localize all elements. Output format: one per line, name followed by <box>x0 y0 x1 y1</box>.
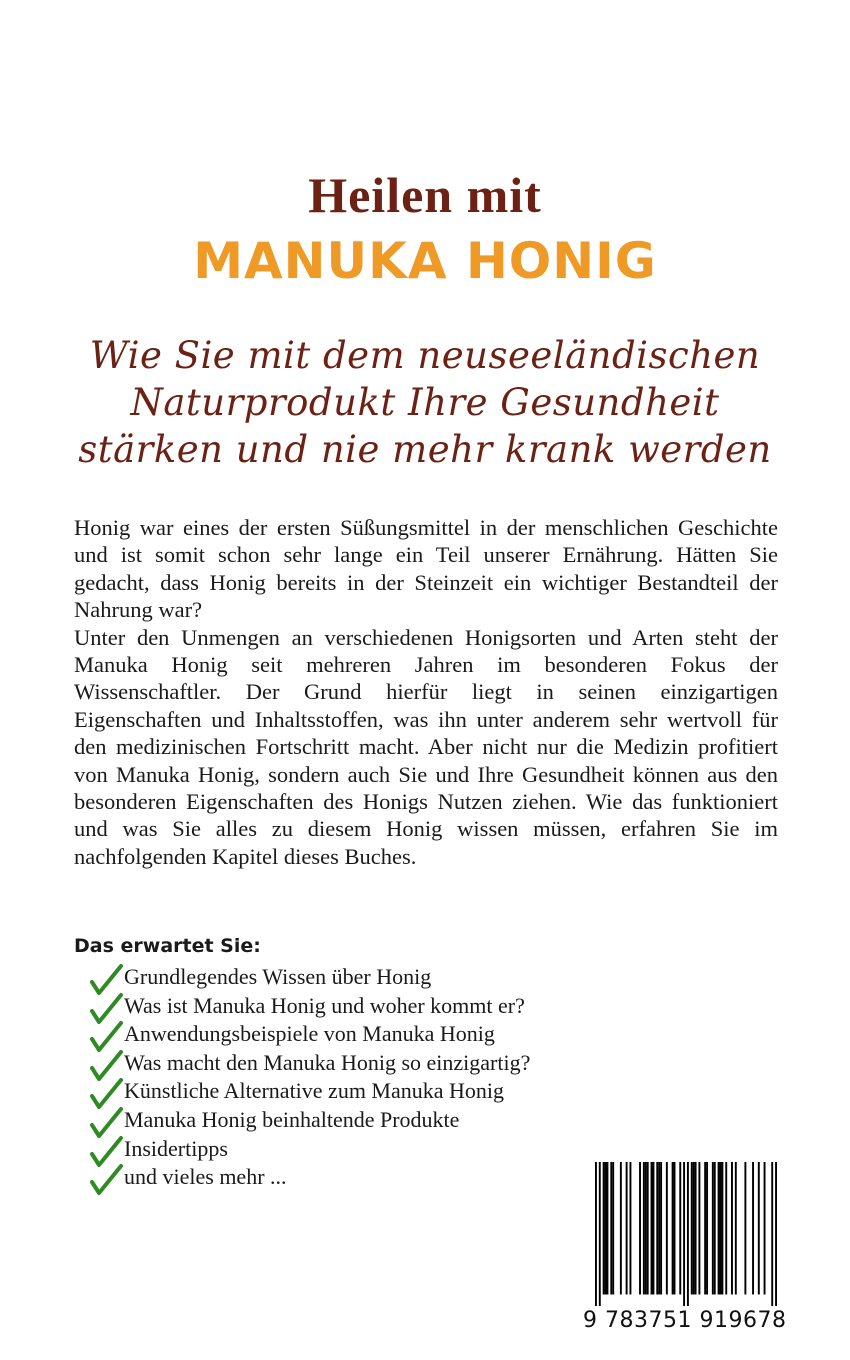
blurb-text <box>74 514 778 870</box>
barcode-bar <box>698 1162 700 1294</box>
barcode-bar <box>712 1162 714 1294</box>
checkmark-icon <box>88 1162 124 1198</box>
barcode-bar <box>683 1162 685 1306</box>
barcode-bar <box>718 1162 720 1294</box>
barcode-bar <box>758 1162 760 1294</box>
barcode-bar <box>771 1162 773 1306</box>
title-line-2: MANUKA HONIG <box>193 232 657 290</box>
barcode-bar <box>691 1162 693 1294</box>
barcode-bar <box>674 1162 676 1294</box>
barcode-bar <box>735 1162 737 1294</box>
list-item-label: Anwendungsbeispiele von Manuka Honig <box>124 1021 495 1047</box>
barcode-bar <box>721 1162 723 1294</box>
list-item-label: Grundlegendes Wissen über Honig <box>124 964 432 989</box>
list-item <box>88 1134 530 1163</box>
barcode-bar <box>704 1162 706 1294</box>
barcode-bar <box>720 1162 722 1294</box>
list-item <box>88 962 530 991</box>
barcode-bar <box>695 1162 697 1294</box>
title-line-1: Heilen mit <box>308 167 542 223</box>
barcode-bar <box>660 1162 662 1294</box>
list-item-label: Manuka Honig beinhaltende Produkte <box>124 1106 460 1132</box>
barcode-bar <box>620 1162 622 1294</box>
barcode-bar <box>725 1162 727 1294</box>
list-item-label: und vieles mehr ... <box>124 1164 287 1190</box>
barcode-bar <box>706 1162 708 1294</box>
barcode-bar <box>687 1162 689 1306</box>
barcode-bar <box>672 1162 674 1294</box>
list-item <box>88 991 530 1020</box>
barcode-bar <box>610 1162 612 1294</box>
expect-heading: Das erwartet Sie: <box>74 935 261 957</box>
subtitle-line: Wie Sie mit dem neuseeländischen <box>89 334 761 377</box>
barcode-bar <box>595 1162 597 1306</box>
list-item <box>88 1105 530 1134</box>
barcode-bars <box>595 1162 777 1306</box>
list-item-label: Was macht den Manuka Honig so einzigartig? <box>124 1049 531 1075</box>
barcode-bar <box>764 1162 766 1294</box>
barcode-bar <box>775 1162 777 1306</box>
isbn-digits: 9 783751 919678 <box>583 1308 787 1333</box>
barcode-bar <box>656 1162 658 1294</box>
barcode-bar <box>744 1162 746 1294</box>
subtitle-line: stärken und nie mehr krank werden <box>78 428 772 471</box>
subtitle <box>50 332 800 473</box>
barcode-bar <box>629 1162 631 1294</box>
barcode-bar <box>651 1162 653 1294</box>
barcode-bar <box>693 1162 695 1294</box>
list-item-label: Insidertipps <box>124 1135 228 1161</box>
barcode-bar <box>645 1162 647 1294</box>
barcode-bar <box>603 1162 605 1294</box>
barcode-bar <box>752 1162 754 1294</box>
barcode-bar <box>599 1162 601 1306</box>
blurb-paragraph: Unter den Unmengen an verschiedenen Honigsorten und Arten steht der Manuka Honig seit mehreren Jahren im besonderen Fokus der Wissenschaftler. Der Grund hierfür liegt in seinen einzigartigen Eigenschaften und Inhaltsstoffen, was ihn unter anderem sehr wertvoll für den medizinischen Fortschritt macht. Aber nicht nur die Medizin profitiert von Manuka Honig, sondern auch Sie und Ihre Gesundheit können aus den besonderen Eigenschaften des Honigs Nutzen ziehen. Wie das funktioniert und was Sie alles zu diesem Honig wissen müssen, erfahren Sie im nachfolgenden Kapitel dieses Buches. <box>74 624 778 869</box>
barcode-bar <box>652 1162 654 1294</box>
barcode-bar <box>612 1162 614 1294</box>
barcode-bar <box>666 1162 668 1294</box>
subtitle-line: Naturprodukt Ihre Gesundheit <box>130 381 720 424</box>
barcode-bar <box>658 1162 660 1294</box>
feature-list <box>88 962 530 1191</box>
list-item-label: Künstliche Alternative zum Manuka Honig <box>124 1078 505 1104</box>
barcode-bar <box>639 1162 641 1294</box>
barcode-bar <box>626 1162 628 1294</box>
blurb-paragraph: Honig war eines der ersten Süßungsmittel in der menschlichen Geschichte und ist somit schon sehr lange ein Teil unserer Ernährung. Hätten Sie gedacht, dass Honig bereits in der Steinzeit ein wichtiger Bestandteil der Nahrung war? <box>74 515 778 623</box>
list-item <box>88 1162 530 1191</box>
list-item <box>88 1019 530 1048</box>
list-item-label: Was ist Manuka Honig und woher kommt er? <box>124 992 525 1018</box>
barcode-bar <box>606 1162 608 1294</box>
barcode-bar <box>605 1162 607 1294</box>
barcode-bar <box>714 1162 716 1294</box>
barcode-bar <box>731 1162 733 1294</box>
list-item <box>88 1048 530 1077</box>
list-item <box>88 1076 530 1105</box>
barcode-bar <box>647 1162 649 1294</box>
barcode-bar <box>679 1162 681 1294</box>
barcode-bar <box>643 1162 645 1294</box>
